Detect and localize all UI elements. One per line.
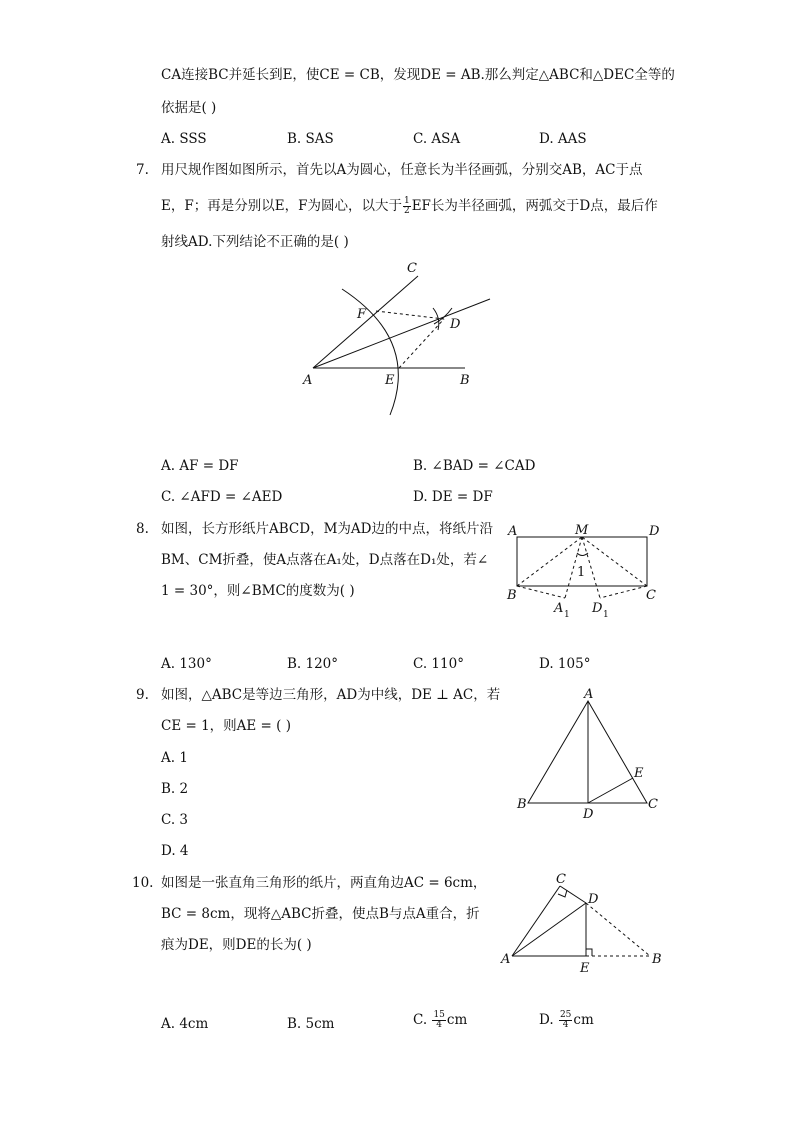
q8-label-d1-sub: 1 [603,610,609,620]
q9-label-c: C [648,797,658,812]
q8-label-m: M [575,523,589,538]
q10-option-c-unit: cm [446,1012,468,1028]
q9-option-a[interactable]: A. 1 [161,750,188,766]
q8-label-a1: A [554,601,564,616]
q8-line1: 如图，长方形纸片ABCD，M为AD边的中点，将纸片沿 [161,521,493,537]
q10-side-cd [560,886,586,903]
q8-label-d1: D [592,601,603,616]
q10-side-ac [512,886,560,956]
q10-line3: 痕为DE，则DE的长为( ) [161,937,312,953]
q8-line3: 1 = 30°，则∠BMC的度数为( ) [161,583,355,599]
q10-option-d[interactable] [539,1011,594,1030]
q10-label-c: C [556,872,566,887]
q9-line1: 如图，△ABC是等边三角形，AD为中线，DE ⊥ AC，若 [161,687,501,703]
q9-option-b[interactable]: B. 2 [161,781,189,797]
q9-label-a: A [584,687,594,702]
q8-label-a: A [508,524,518,539]
q10-option-d-den: 4 [562,1020,569,1030]
q7-number: 7. [136,162,149,178]
q10-label-d: D [588,892,599,907]
q10-right-angle-e [586,949,592,956]
q10-line2: BC = 8cm，现将△ABC折叠，使点B与点A重合，折 [161,906,480,922]
q10-option-d-unit: cm [573,1012,594,1028]
q7-label-d: D [450,317,461,332]
q7-line2-post: EF长为半径画弧，两弧交于D点，最后作 [411,198,658,214]
q6-option-c[interactable]: C. ASA [413,131,461,147]
q10-dashed-db [586,903,650,956]
q7-line3: 射线AD.下列结论不正确的是( ) [161,234,349,250]
q8-number: 8. [136,521,149,537]
q10-option-c-den: 4 [436,1020,443,1030]
q9-option-d[interactable]: D. 4 [161,843,189,859]
q10-option-c-num: 15 [433,1010,445,1020]
q10-option-d-num: 25 [559,1010,572,1020]
q6-option-a[interactable]: A. SSS [161,131,207,147]
q10-label-b: B [652,952,662,967]
q7-label-c: C [407,261,417,276]
q8-label-angle-1: 1 [577,565,586,580]
q10-segment-ad [512,903,586,956]
q7-option-d[interactable]: D. DE = DF [413,489,493,505]
q9-number: 9. [136,687,149,703]
q7-line1: 用尺规作图如图所示，首先以A为圆心，任意长为半径画弧，分别交AB，AC于点 [161,162,643,178]
q10-line1: 如图是一张直角三角形的纸片，两直角边AC = 6cm， [161,875,487,891]
q10-option-a[interactable]: A. 4cm [161,1016,209,1032]
q10-option-c-letter: C. [413,1012,428,1028]
q8-label-b: B [507,588,517,603]
q9-line2: CE = 1，则AE = ( ) [161,718,291,734]
q7-frac-den: 2 [403,206,410,216]
q7-label-b: B [460,373,470,388]
q7-label-f: F [357,307,367,322]
q7-option-b[interactable]: B. ∠BAD = ∠CAD [413,458,536,474]
q10-right-angle-c [558,890,567,897]
q10-option-d-fraction [559,1011,572,1030]
q10-option-c-fraction [432,1011,445,1030]
q10-label-e: E [580,961,590,976]
q8-option-b[interactable]: B. 120° [287,656,339,672]
q7-option-a[interactable]: A. AF = DF [161,458,239,474]
q10-option-d-letter: D. [539,1012,554,1028]
q9-option-c[interactable]: C. 3 [161,812,189,828]
q6-option-b[interactable]: B. SAS [287,131,334,147]
q6-line1: CA连接BC并延长到E，使CE = CB，发现DE = AB.那么判定△ABC和△DEC全等的 [161,67,675,83]
q6-line2: 依据是( ) [161,100,217,116]
q8-option-d[interactable]: D. 105° [539,656,591,672]
q8-label-d: D [649,524,660,539]
q8-label-c: C [646,588,656,603]
q8-line2: BM、CM折叠，使A点落在A₁处，D点落在D₁处，若∠ [161,552,489,568]
q10-label-a: A [501,952,511,967]
q9-label-b: B [517,797,527,812]
q9-label-e: E [634,766,644,781]
q9-label-d: D [583,807,594,822]
q7-label-e: E [385,373,395,388]
q8-label-a1-sub: 1 [564,610,570,620]
q7-line2-pre: E，F；再是分别以E，F为圆心，以大于 [161,198,402,214]
q10-option-b[interactable]: B. 5cm [287,1016,335,1032]
q10-number: 10. [132,875,154,891]
q7-label-a: A [303,373,313,388]
q7-option-c[interactable]: C. ∠AFD = ∠AED [161,489,283,505]
q7-frac-num: 1 [403,196,410,206]
q8-option-a[interactable]: A. 130° [161,656,212,672]
q6-option-d[interactable]: D. AAS [539,131,587,147]
q8-option-c[interactable]: C. 110° [413,656,464,672]
q10-option-c[interactable] [413,1011,467,1030]
